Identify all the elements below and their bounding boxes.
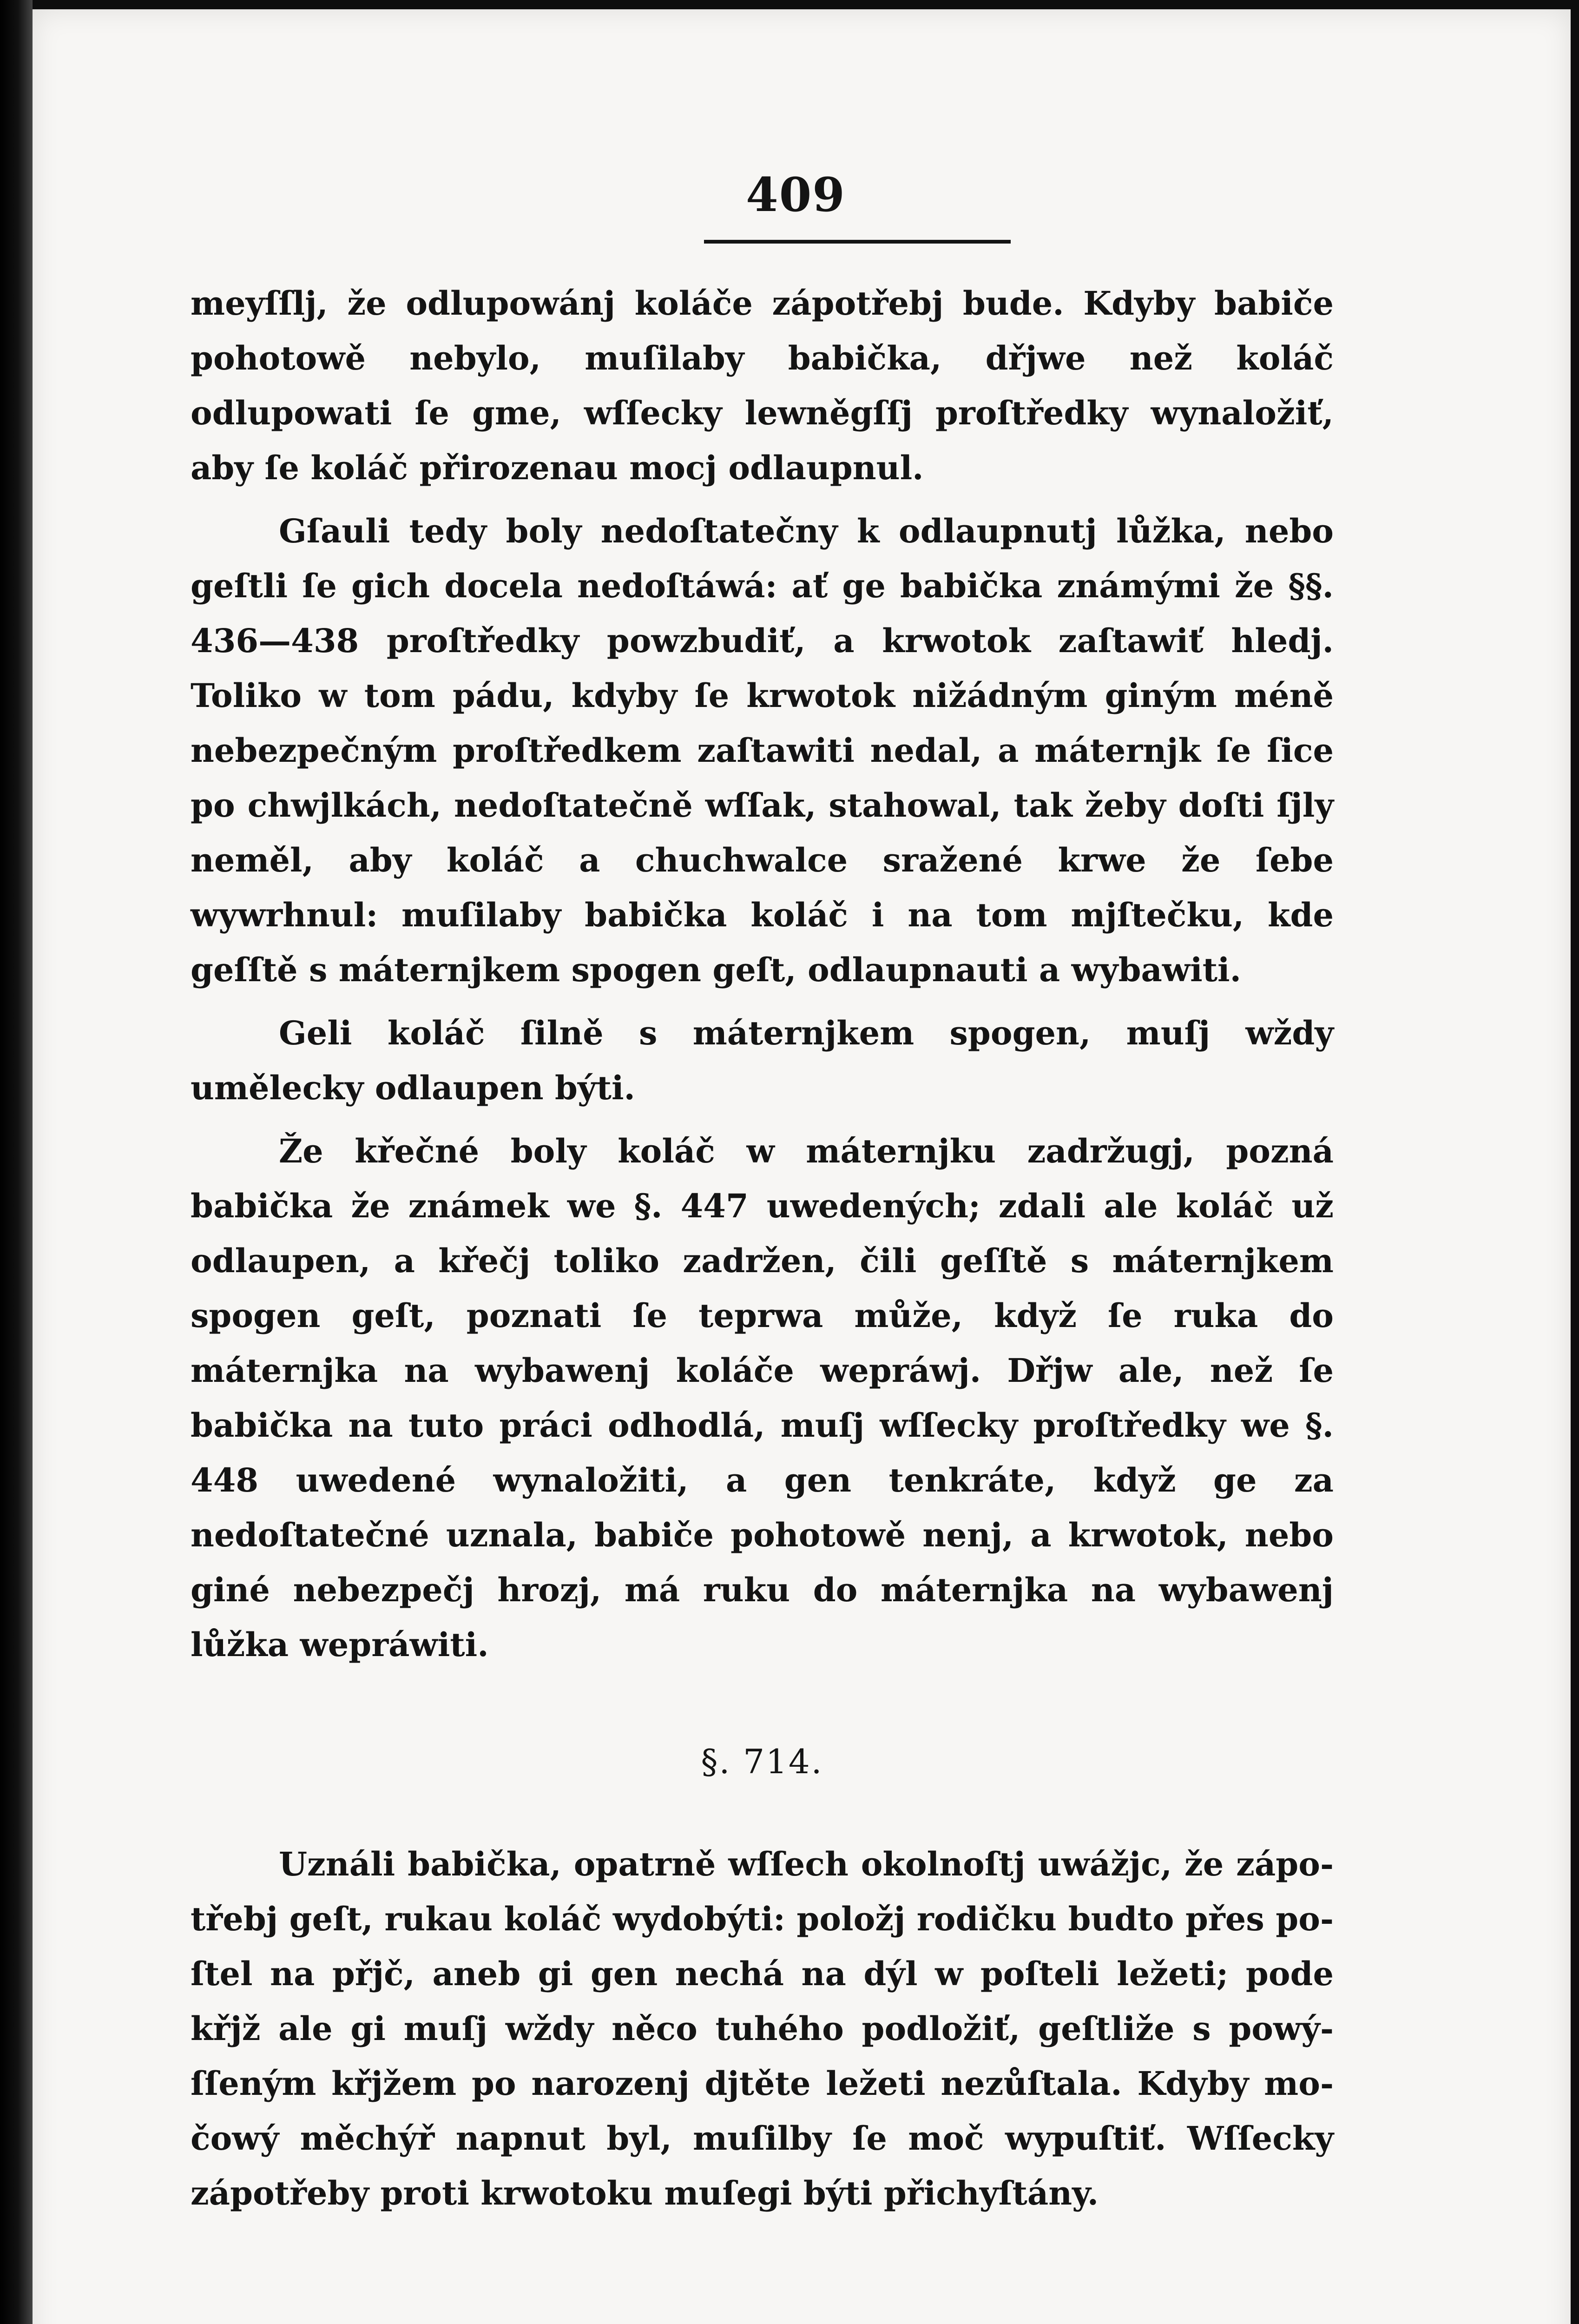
header-rule (704, 240, 1011, 244)
paragraph: Geli koláč ſilně s máternjkem spogen, muſj wždy umělecky odlaupen býti. (191, 1014, 1334, 1107)
page-content (191, 167, 1334, 2221)
paragraph: Gſauli tedy boly nedoſtatečny k odlaupnutj lůžka, nebo geſtli ſe gich docela nedoſtáwá: ať ge babička známými že §§. 436—438 proſtředky powzbudiť, a krwotok zaſtawiť hledj. Toliko w tom pádu, kdyby ſe krwotok nižádným giným méně nebezpečným proſtředkem zaſtawiti nedal, a máternjk ſe ſice po chwjlkách, nedoſtatečně wſſak, stahowal, tak žeby doſti ſjly neměl, aby koláč a chuchwalce sražené krwe že ſebe wywrhnul: muſilaby babička koláč i na tom mjſtečku, kde geſſtě s máternjkem spogen geſt, odlaupnauti a wybawiti. (191, 512, 1334, 989)
scan-left-edge (0, 0, 33, 2324)
section-heading: §. 714. (701, 1742, 823, 1781)
paragraph: Že křečné boly koláč w máternjku zadržugj, pozná babička že známek we §. 447 uwedených; zdali ale koláč už odlaupen, a křečj toliko zadržen, čili geſſtě s máternjkem spogen geſt, poznati ſe teprwa může, když ſe ruka do máternjka na wybawenj koláče wepráwj. Dřjw ale, než ſe babička na tuto práci odhodlá, muſj wſſecky proſtředky we §. 448 uwedené wynaložiti, a gen tenkráte, když ge za nedoſtatečné uznala, babiče pohotowě nenj, a krwotok, nebo giné nebezpečj hrozj, má ruku do máternjka na wybawenj lůžka wepráwiti. (191, 1132, 1334, 1664)
paragraph-continued: meyſſlj, že odlupowánj koláče zápotřebj bude. Kdyby babiče pohotowě nebylo, muſilaby babička, dřjwe než koláč odlupowati ſe gme, wſſecky lewněgſſj proſtředky wynaložiť, aby ſe koláč přirozenau mocj odlaupnul. (191, 284, 1334, 487)
page-number: 409 (746, 167, 846, 222)
section-paragraph: Uználi babička, opatrně wſſech okolnoſtj uwážjc, že zápotřebj geſt, rukau koláč wydobýti: položj rodičku budto přes poſtel na přjč, aneb gi gen nechá na dýl w poſteli ležeti; pode křjž ale gi muſj wždy něco tuhého podložiť, geſtliže s powýſſeným křjžem po narozenj djtěte ležeti nezůſtala. Kdyby močowý měchýř napnut byl, muſilby ſe moč wypuſtiť. Wſſecky zápotřeby proti krwotoku muſegi býti přichyſtány. (191, 1845, 1334, 2212)
